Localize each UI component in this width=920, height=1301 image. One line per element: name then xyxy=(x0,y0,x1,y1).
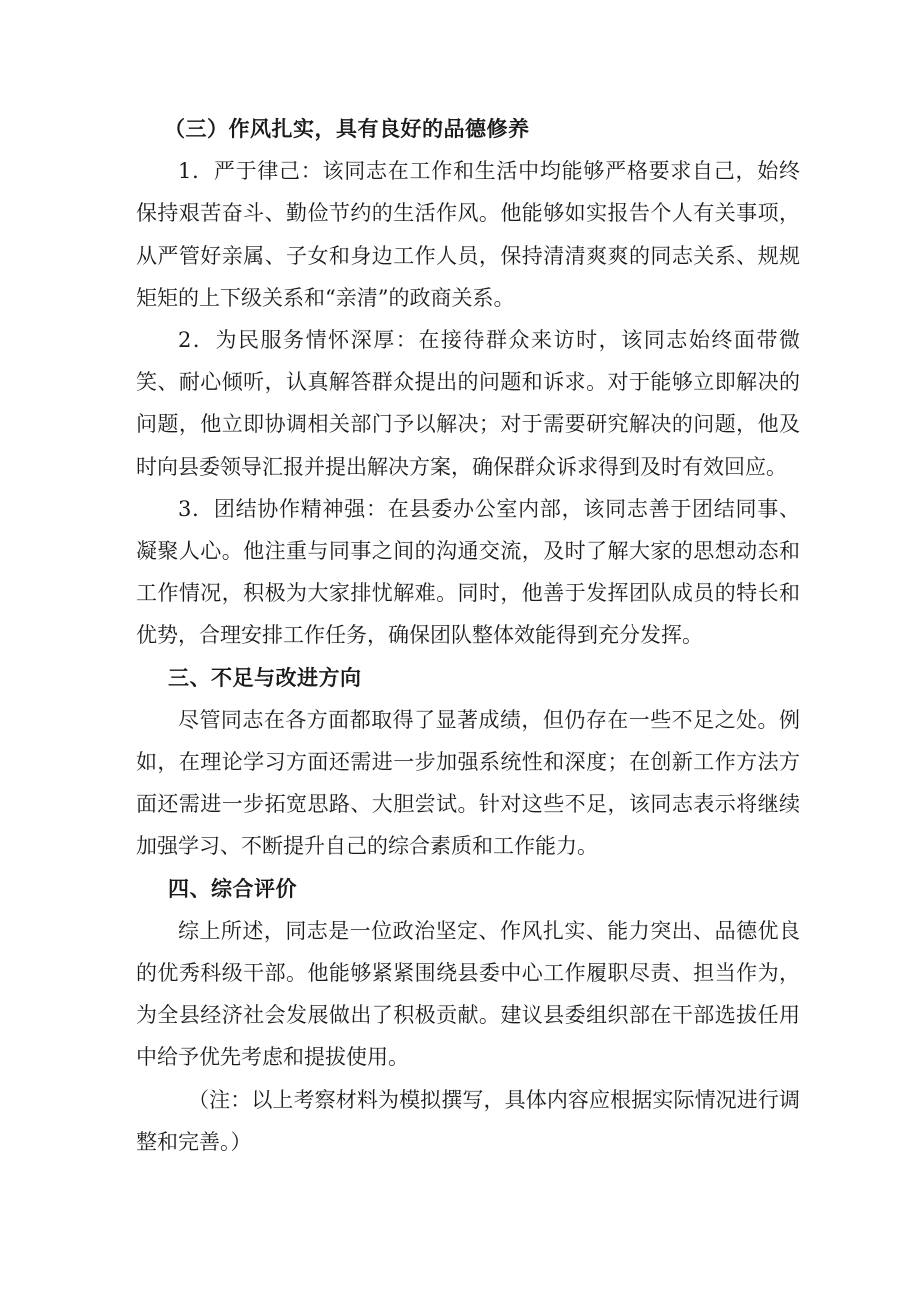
evaluation-paragraph: 综上所述，同志是一位政治坚定、作风扎实、能力突出、品德优良的优秀科级干部。他能够紧紧围绕县委中心工作履职尽责、担当作为，为全县经济社会发展做出了积极贡献。建议县委组织部在干部选拔任用中给予优先考虑和提拔使用。 xyxy=(136,918,800,1070)
section-heading-evaluation: 四、综合评价 xyxy=(168,876,297,901)
item-teamwork: 3．团结协作精神强：在县委办公室内部，该同志善于团结同事、凝聚人心。他注重与同事之间的沟通交流，及时了解大家的思想动态和工作情况，积极为大家排忧解难。同时，他善于发挥团队成员的特长和优势，合理安排工作任务，确保团队整体效能得到充分发挥。 xyxy=(136,496,800,648)
document-body xyxy=(136,108,800,1163)
subsection-heading: （三）作风扎实，具有良好的品德修养 xyxy=(164,117,530,141)
note-paragraph: （注：以上考察材料为模拟撰写，具体内容应根据实际情况进行调整和完善。） xyxy=(136,1087,800,1154)
section-heading-shortcomings: 三、不足与改进方向 xyxy=(168,665,362,690)
shortcomings-paragraph: 尽管同志在各方面都取得了显著成绩，但仍存在一些不足之处。例如，在理论学习方面还需进一步加强系统性和深度；在创新工作方法方面还需进一步拓宽思路、大胆尝试。针对这些不足，该同志表示将继续加强学习、不断提升自己的综合素质和工作能力。 xyxy=(136,707,800,859)
item-self-discipline: 1．严于律己：该同志在工作和生活中均能够严格要求自己，始终保持艰苦奋斗、勤俭节约的生活作风。他能够如实报告个人有关事项，从严管好亲属、子女和身边工作人员，保持清清爽爽的同志关系、规规矩矩的上下级关系和“亲清”的政商关系。 xyxy=(136,159,800,310)
item-serving-people: 2．为民服务情怀深厚：在接待群众来访时，该同志始终面带微笑、耐心倾听，认真解答群众提出的问题和诉求。对于能够立即解决的问题，他立即协调相关部门予以解决；对于需要研究解决的问题，他及时向县委领导汇报并提出解决方案，确保群众诉求得到及时有效回应。 xyxy=(136,328,800,479)
